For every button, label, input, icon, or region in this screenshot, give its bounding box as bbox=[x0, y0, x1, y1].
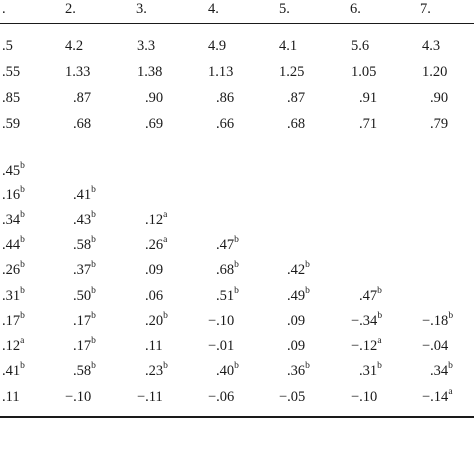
top-rule bbox=[0, 23, 474, 24]
correlation-value: −.18 bbox=[422, 313, 449, 329]
correlation-value: .17 bbox=[2, 313, 21, 329]
stat-cell: .55 bbox=[2, 64, 21, 80]
correlation-value: .68 bbox=[216, 262, 235, 278]
correlation-cell bbox=[73, 262, 96, 278]
correlation-cell bbox=[145, 262, 163, 278]
stat-cell: 4.9 bbox=[208, 38, 227, 54]
correlation-cell bbox=[287, 262, 310, 278]
correlation-value: −.11 bbox=[137, 389, 163, 405]
column-header: 5. bbox=[279, 1, 290, 17]
correlation-cell bbox=[359, 363, 382, 379]
significance-marker: b bbox=[305, 286, 310, 297]
correlation-value: .58 bbox=[73, 237, 92, 253]
stat-cell: 3.3 bbox=[137, 38, 156, 54]
correlation-cell bbox=[145, 288, 163, 304]
significance-marker: b bbox=[234, 235, 239, 246]
column-header: 2. bbox=[65, 1, 76, 17]
correlation-cell bbox=[2, 363, 25, 379]
correlation-cell bbox=[2, 313, 25, 329]
stat-cell: .91 bbox=[359, 90, 378, 106]
correlation-value: .51 bbox=[216, 288, 235, 304]
correlation-value: .50 bbox=[73, 288, 92, 304]
correlation-value: .26 bbox=[2, 262, 21, 278]
correlation-cell bbox=[216, 288, 239, 304]
correlation-value: .09 bbox=[287, 313, 306, 329]
correlation-value: .23 bbox=[145, 363, 164, 379]
significance-marker: b bbox=[305, 260, 310, 271]
correlation-cell bbox=[2, 187, 25, 203]
correlation-value: .49 bbox=[287, 288, 306, 304]
significance-marker: b bbox=[234, 260, 239, 271]
stat-cell: .66 bbox=[216, 116, 235, 132]
correlation-value: .16 bbox=[2, 187, 21, 203]
correlation-cell bbox=[2, 338, 24, 354]
stat-cell: .68 bbox=[73, 116, 92, 132]
correlation-value: .11 bbox=[145, 338, 163, 354]
stat-cell: .85 bbox=[2, 90, 21, 106]
correlation-cell bbox=[2, 237, 25, 253]
correlation-cell bbox=[422, 338, 448, 354]
significance-marker: b bbox=[163, 361, 168, 372]
correlation-value: −.06 bbox=[208, 389, 235, 405]
correlation-cell bbox=[73, 313, 96, 329]
significance-marker: b bbox=[91, 260, 96, 271]
correlation-cell bbox=[73, 237, 96, 253]
correlation-cell bbox=[287, 288, 310, 304]
correlation-value: .44 bbox=[2, 237, 21, 253]
correlation-cell bbox=[208, 313, 234, 329]
stat-cell: 1.38 bbox=[137, 64, 163, 80]
correlation-cell bbox=[287, 313, 305, 329]
correlation-cell bbox=[279, 389, 305, 405]
correlation-cell bbox=[145, 237, 167, 253]
correlation-cell bbox=[216, 237, 239, 253]
correlation-cell bbox=[422, 313, 453, 329]
correlation-value: .17 bbox=[73, 313, 92, 329]
correlation-value: .12 bbox=[2, 338, 21, 354]
correlation-cell bbox=[145, 313, 168, 329]
stat-cell: .5 bbox=[2, 38, 13, 54]
correlation-value: −.34 bbox=[351, 313, 378, 329]
significance-marker: b bbox=[163, 311, 168, 322]
stat-cell: 1.20 bbox=[422, 64, 448, 80]
correlation-cell bbox=[145, 338, 163, 354]
correlation-cell bbox=[208, 389, 234, 405]
correlation-cell bbox=[351, 389, 377, 405]
stat-cell: 1.25 bbox=[279, 64, 305, 80]
significance-marker: b bbox=[20, 210, 25, 221]
correlation-cell bbox=[73, 338, 96, 354]
correlation-value: .34 bbox=[430, 363, 449, 379]
stat-cell: 4.2 bbox=[65, 38, 84, 54]
correlation-value: −.01 bbox=[208, 338, 235, 354]
stat-cell: .87 bbox=[73, 90, 92, 106]
correlation-cell bbox=[351, 313, 382, 329]
significance-marker: b bbox=[234, 361, 239, 372]
correlation-cell bbox=[2, 288, 25, 304]
stat-cell: 1.05 bbox=[351, 64, 377, 80]
correlation-cell bbox=[208, 338, 234, 354]
stat-cell: 4.1 bbox=[279, 38, 298, 54]
correlation-cell bbox=[422, 389, 453, 405]
stat-cell: 5.6 bbox=[351, 38, 370, 54]
significance-marker: b bbox=[91, 235, 96, 246]
significance-marker: b bbox=[305, 361, 310, 372]
significance-marker: b bbox=[91, 311, 96, 322]
stat-cell: .69 bbox=[145, 116, 164, 132]
column-header: 4. bbox=[208, 1, 219, 17]
significance-marker: b bbox=[234, 286, 239, 297]
stat-cell: .90 bbox=[145, 90, 164, 106]
correlation-value: .45 bbox=[2, 163, 21, 179]
stat-cell: .87 bbox=[287, 90, 306, 106]
significance-marker: b bbox=[20, 286, 25, 297]
significance-marker: b bbox=[377, 311, 383, 322]
significance-marker: b bbox=[20, 161, 25, 172]
correlation-value: .31 bbox=[2, 288, 21, 304]
correlation-value: −.10 bbox=[351, 389, 378, 405]
correlation-value: .40 bbox=[216, 363, 235, 379]
correlation-value: −.04 bbox=[422, 338, 449, 354]
correlation-value: .26 bbox=[145, 237, 164, 253]
significance-marker: a bbox=[163, 210, 168, 221]
correlation-value: −.10 bbox=[208, 313, 235, 329]
correlation-cell bbox=[2, 389, 20, 405]
correlation-value: −.05 bbox=[279, 389, 306, 405]
correlation-value: .58 bbox=[73, 363, 92, 379]
significance-marker: b bbox=[377, 361, 382, 372]
stat-cell: .86 bbox=[216, 90, 235, 106]
stat-cell: .79 bbox=[430, 116, 449, 132]
correlation-value: .37 bbox=[73, 262, 92, 278]
significance-marker: b bbox=[20, 361, 25, 372]
correlation-cell bbox=[216, 262, 239, 278]
significance-marker: b bbox=[91, 361, 96, 372]
correlation-value: .09 bbox=[145, 262, 164, 278]
column-header: 3. bbox=[136, 1, 147, 17]
stat-cell: 1.33 bbox=[65, 64, 91, 80]
correlation-value: .09 bbox=[287, 338, 306, 354]
correlation-cell bbox=[73, 363, 96, 379]
significance-marker: b bbox=[91, 286, 96, 297]
correlation-value: .43 bbox=[73, 212, 92, 228]
correlation-value: .06 bbox=[145, 288, 164, 304]
correlation-cell bbox=[145, 363, 168, 379]
correlation-cell bbox=[2, 262, 25, 278]
correlation-cell bbox=[351, 338, 382, 354]
significance-marker: b bbox=[20, 260, 25, 271]
correlation-cell bbox=[137, 389, 163, 405]
significance-marker: a bbox=[20, 336, 25, 347]
column-header: 7. bbox=[420, 1, 431, 17]
correlation-value: −.10 bbox=[65, 389, 92, 405]
correlation-value: .20 bbox=[145, 313, 164, 329]
bottom-rule bbox=[0, 416, 474, 418]
significance-marker: b bbox=[20, 311, 25, 322]
correlation-value: .11 bbox=[2, 389, 20, 405]
column-header: . bbox=[2, 1, 6, 17]
correlation-cell bbox=[359, 288, 382, 304]
correlation-value: .17 bbox=[73, 338, 92, 354]
significance-marker: b bbox=[91, 336, 96, 347]
stat-cell: .90 bbox=[430, 90, 449, 106]
significance-marker: b bbox=[20, 185, 25, 196]
stat-cell: 4.3 bbox=[422, 38, 441, 54]
correlation-cell bbox=[65, 389, 91, 405]
significance-marker: a bbox=[448, 387, 453, 398]
correlation-cell bbox=[2, 212, 25, 228]
correlation-cell bbox=[73, 187, 96, 203]
correlation-value: .42 bbox=[287, 262, 306, 278]
correlation-value: .36 bbox=[287, 363, 306, 379]
correlation-value: −.12 bbox=[351, 338, 378, 354]
significance-marker: b bbox=[377, 286, 382, 297]
significance-marker: b bbox=[91, 185, 96, 196]
correlation-value: .41 bbox=[2, 363, 21, 379]
significance-marker: b bbox=[448, 361, 453, 372]
correlation-cell bbox=[287, 363, 310, 379]
correlation-cell bbox=[145, 212, 167, 228]
correlation-value: .34 bbox=[2, 212, 21, 228]
significance-marker: a bbox=[377, 336, 382, 347]
correlation-value: .47 bbox=[359, 288, 378, 304]
correlation-cell bbox=[430, 363, 453, 379]
stat-cell: .71 bbox=[359, 116, 378, 132]
correlation-cell bbox=[73, 212, 96, 228]
correlation-value: −.14 bbox=[422, 389, 449, 405]
correlation-value: .12 bbox=[145, 212, 164, 228]
correlation-value: .31 bbox=[359, 363, 378, 379]
significance-marker: b bbox=[20, 235, 25, 246]
significance-marker: b bbox=[448, 311, 454, 322]
correlation-cell bbox=[287, 338, 305, 354]
column-header: 6. bbox=[350, 1, 361, 17]
correlation-value: .47 bbox=[216, 237, 235, 253]
correlation-cell bbox=[2, 163, 25, 179]
significance-marker: b bbox=[91, 210, 96, 221]
correlation-cell bbox=[73, 288, 96, 304]
correlation-value: .41 bbox=[73, 187, 92, 203]
correlation-cell bbox=[216, 363, 239, 379]
significance-marker: a bbox=[163, 235, 168, 246]
stat-cell: .59 bbox=[2, 116, 21, 132]
stat-cell: 1.13 bbox=[208, 64, 234, 80]
stat-cell: .68 bbox=[287, 116, 306, 132]
